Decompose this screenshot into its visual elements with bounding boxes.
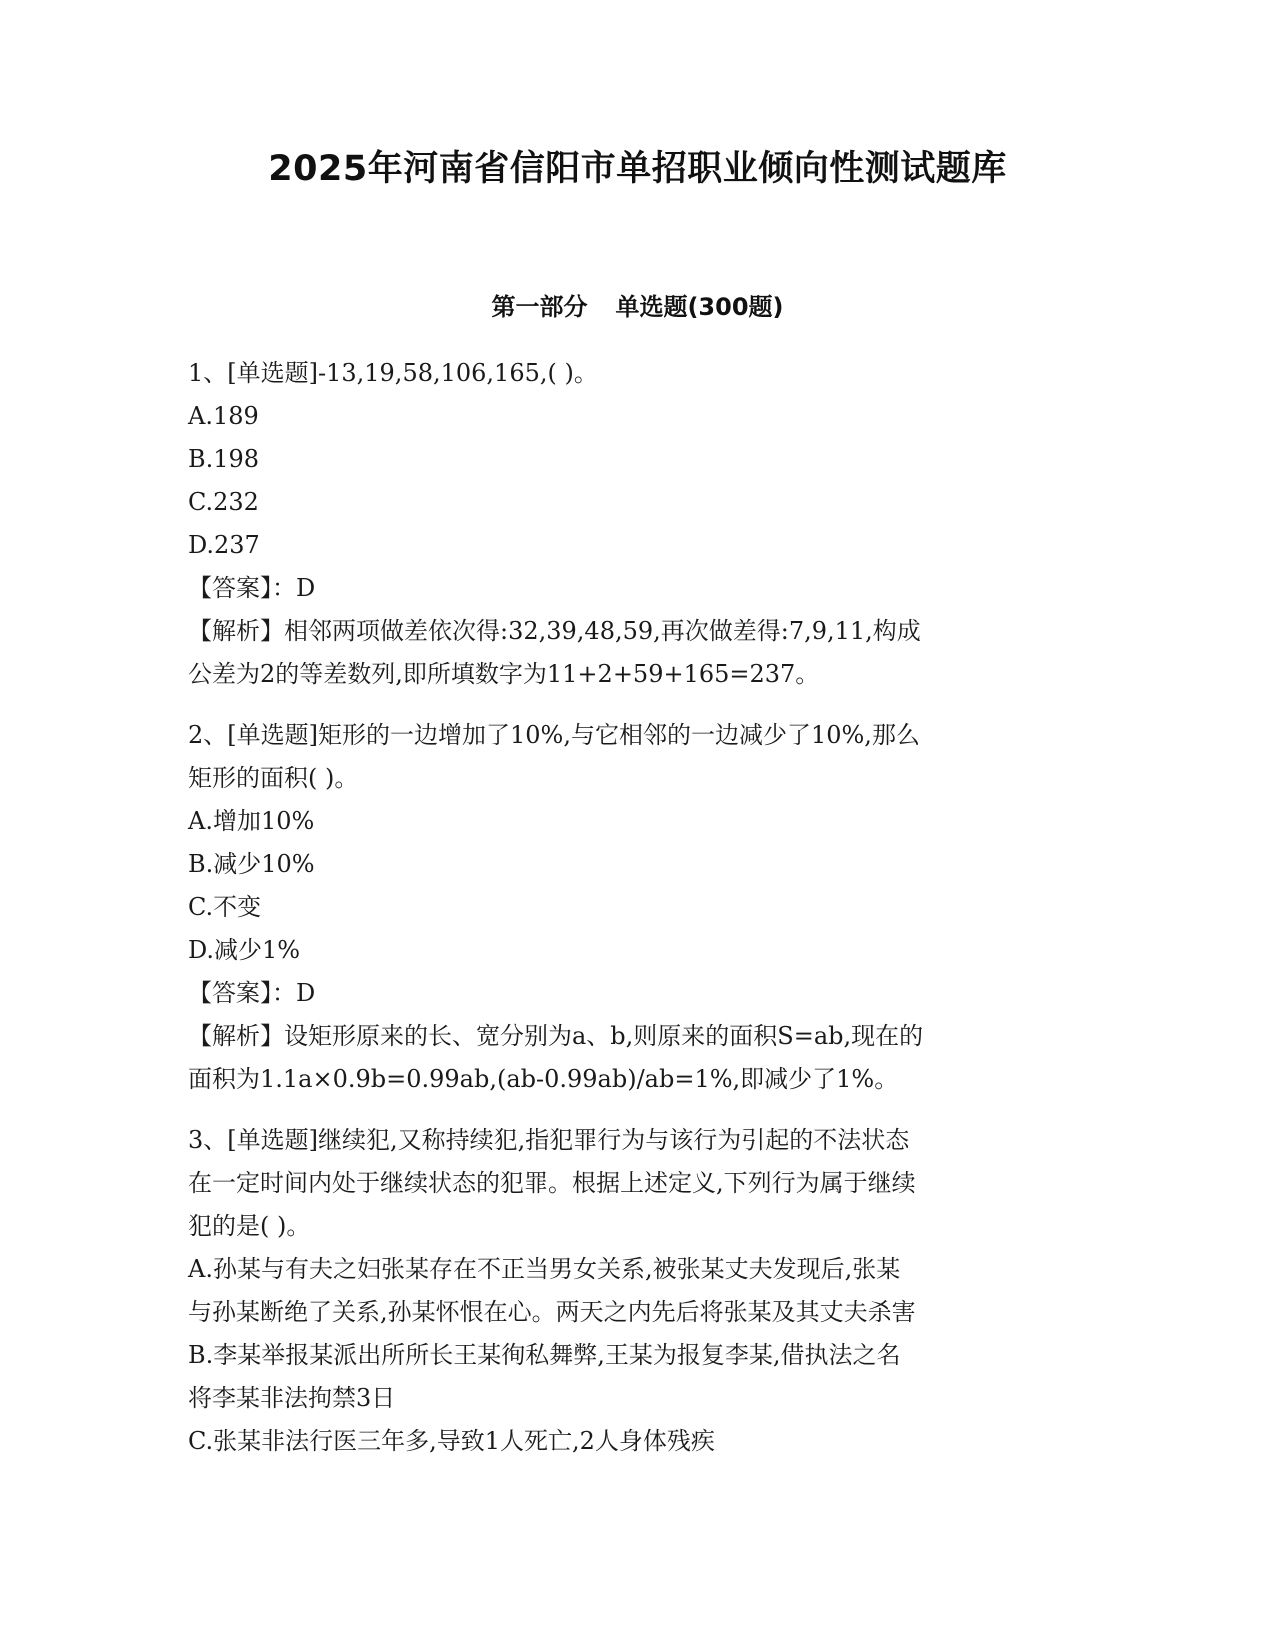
answer-value: D bbox=[296, 574, 316, 602]
analysis-line bbox=[188, 610, 1068, 653]
question-stem: 矩形的面积( )。 bbox=[188, 764, 359, 792]
question-2 bbox=[188, 714, 1068, 1101]
analysis-line bbox=[188, 1015, 1068, 1058]
option-a: A.189 bbox=[188, 402, 259, 430]
option-a: A.增加10% bbox=[188, 807, 315, 835]
answer-label: 【答案】： bbox=[188, 979, 296, 1007]
analysis-text: 面积为1.1a×0.9b=0.99ab,(ab-0.99ab)/ab=1%,即减少了1%。 bbox=[188, 1065, 899, 1093]
option-a: A.孙某与有夫之妇张某存在不正当男女关系,被张某丈夫发现后,张某 bbox=[188, 1255, 901, 1283]
option-b: B.198 bbox=[188, 445, 260, 473]
option-b-continued: 将李某非法拘禁3日 bbox=[188, 1384, 396, 1412]
answer-label: 【答案】： bbox=[188, 574, 296, 602]
question-stem: 1、[单选题]-13,19,58,106,165,( )。 bbox=[188, 359, 598, 387]
question-stem: 2、[单选题]矩形的一边增加了10%,与它相邻的一边减少了10%,那么 bbox=[188, 721, 920, 749]
analysis-label: 【解析】 bbox=[188, 617, 284, 645]
option-d: D.237 bbox=[188, 531, 260, 559]
analysis-text: 相邻两项做差依次得:32,39,48,59,再次做差得:7,9,11,构成 bbox=[284, 617, 921, 645]
question-1 bbox=[188, 352, 1068, 696]
question-list bbox=[188, 352, 1068, 1463]
section-name: 单选题(300题) bbox=[615, 293, 784, 321]
section-part: 第一部分 bbox=[491, 293, 588, 321]
question-stem: 3、[单选题]继续犯,又称持续犯,指犯罪行为与该行为引起的不法状态 bbox=[188, 1126, 910, 1154]
answer-line bbox=[188, 972, 1068, 1015]
analysis-text: 公差为2的等差数列,即所填数字为11+2+59+165=237。 bbox=[188, 660, 820, 688]
question-stem: 在一定时间内处于继续状态的犯罪。根据上述定义,下列行为属于继续 bbox=[188, 1169, 916, 1197]
question-stem: 犯的是( )。 bbox=[188, 1212, 311, 1240]
section-title bbox=[0, 290, 1275, 324]
analysis-text: 设矩形原来的长、宽分别为a、b,则原来的面积S=ab,现在的 bbox=[284, 1022, 924, 1050]
option-c: C.232 bbox=[188, 488, 259, 516]
answer-line bbox=[188, 567, 1068, 610]
option-c: C.不变 bbox=[188, 893, 262, 921]
question-3 bbox=[188, 1119, 1068, 1463]
option-b: B.减少10% bbox=[188, 850, 315, 878]
option-a-continued: 与孙某断绝了关系,孙某怀恨在心。两天之内先后将张某及其丈夫杀害 bbox=[188, 1298, 916, 1326]
document-title: 2025年河南省信阳市单招职业倾向性测试题库 bbox=[268, 149, 1007, 189]
option-d: D.减少1% bbox=[188, 936, 301, 964]
option-c: C.张某非法行医三年多,导致1人死亡,2人身体残疾 bbox=[188, 1427, 715, 1455]
analysis-label: 【解析】 bbox=[188, 1022, 284, 1050]
option-b: B.李某举报某派出所所长王某徇私舞弊,王某为报复李某,借执法之名 bbox=[188, 1341, 901, 1369]
answer-value: D bbox=[296, 979, 316, 1007]
